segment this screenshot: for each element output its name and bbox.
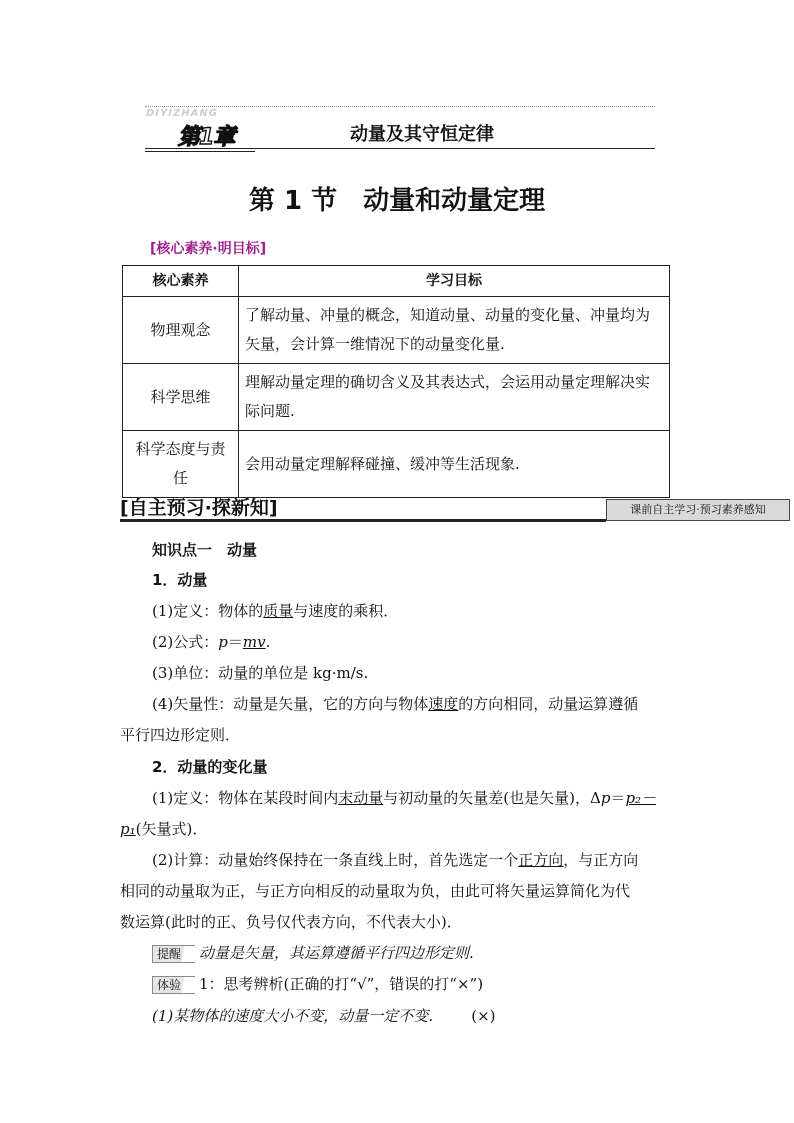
subheading-momentum: 1．动量: [152, 571, 208, 589]
definition-line: [152, 601, 712, 621]
text: (矢量式)．: [135, 820, 208, 838]
text: .: [265, 633, 271, 651]
table-header-core: 核心素养: [123, 266, 239, 297]
text: 与速度的乘积．: [293, 602, 399, 620]
experience-line: [152, 974, 712, 994]
text: ＝: [610, 789, 626, 807]
calc-line: [152, 850, 712, 870]
calc-line-cont2: 数运算(此时的正、负号仅代表方向，不代表大小)．: [120, 913, 462, 931]
blank-answer: 末动量: [338, 789, 384, 807]
core-literacy-tag: [核心素养·明目标]: [150, 241, 267, 257]
blank-answer: 速度: [428, 695, 459, 713]
tip-line: [152, 943, 712, 963]
preview-badge: 课前自主学习·预习素养感知: [606, 499, 790, 521]
blank-answer: p₂－: [625, 789, 657, 807]
formula-line: [152, 632, 712, 652]
text: (4)矢量性：动量是矢量，它的方向与物体: [152, 695, 429, 713]
tip-tag: 提醒: [152, 945, 195, 963]
text: ，与正方向: [563, 851, 639, 869]
table-header-row: [123, 266, 670, 297]
text: (1)定义：物体在某段时间内: [152, 789, 339, 807]
table-cell-goal: 理解动量定理的确切含义及其表达式，会运用动量定理解决实际问题.: [239, 364, 670, 431]
table-row: [123, 297, 670, 364]
table-cell-core: 物理观念: [123, 297, 239, 364]
text: (2)计算：动量始终保持在一条直线上时，首先选定一个: [152, 851, 519, 869]
table-cell-core: 科学态度与责任: [123, 431, 239, 498]
header-rule-accent: [145, 151, 255, 152]
header-dotted-line: [145, 106, 655, 107]
subheading-change: 2．动量的变化量: [152, 758, 268, 776]
experience-tag: 体验: [152, 976, 195, 994]
goals-table: [122, 265, 670, 498]
text: (1)定义：物体的: [152, 602, 264, 620]
chapter-pinyin: DIYIZHANG: [146, 108, 218, 119]
text: ＝: [227, 633, 243, 651]
question-answer: (×): [471, 1007, 496, 1025]
header-rule: [145, 148, 655, 149]
blank-answer: 正方向: [518, 851, 564, 869]
vector-line: [152, 694, 712, 714]
table-row: [123, 431, 670, 498]
question-line: [152, 1006, 712, 1026]
table-cell-goal: 会用动量定理解释碰撞、缓冲等生活现象.: [239, 431, 670, 498]
preview-rule: [120, 519, 606, 522]
tip-text: 动量是矢量，其运算遵循平行四边形定则.: [199, 944, 474, 962]
preview-section-title: [自主预习·探新知]: [120, 497, 278, 519]
experience-text: 1：思考辨析(正确的打“√”，错误的打“×”): [199, 975, 484, 993]
table-header-goal: 学习目标: [239, 266, 670, 297]
symbol-p: p: [218, 633, 228, 651]
change-definition-line: [152, 788, 712, 808]
table-row: [123, 364, 670, 431]
knowledge-point-heading: 知识点一 动量: [152, 541, 258, 559]
text: 的方向相同，动量运算遵循: [458, 695, 639, 713]
blank-answer: p₁: [120, 820, 136, 838]
change-definition-cont: [120, 819, 680, 839]
chapter-title: 动量及其守恒定律: [350, 124, 494, 145]
unit-line: (3)单位：动量的单位是 kg·m/s.: [152, 664, 369, 682]
section-title: 第 1 节 动量和动量定理: [248, 186, 546, 216]
blank-answer: mv: [242, 633, 266, 651]
blank-answer: 质量: [263, 602, 294, 620]
vector-line-cont: 平行四边形定则．: [120, 726, 241, 744]
question-text: (1)某物体的速度大小不变，动量一定不变．: [152, 1007, 444, 1025]
table-cell-goal: 了解动量、冲量的概念，知道动量、动量的变化量、冲量均为矢量，会计算一维情况下的动量变化量.: [239, 297, 670, 364]
text: (2)公式：: [152, 633, 219, 651]
text: 与初动量的矢量差(也是矢量)，Δ: [383, 789, 601, 807]
calc-line-cont: 相同的动量取为正，与正方向相反的动量取为负，由此可将矢量运算简化为代: [120, 882, 631, 900]
table-cell-core: 科学思维: [123, 364, 239, 431]
chapter-label: 第1章: [178, 125, 235, 150]
symbol-p: p: [600, 789, 611, 807]
